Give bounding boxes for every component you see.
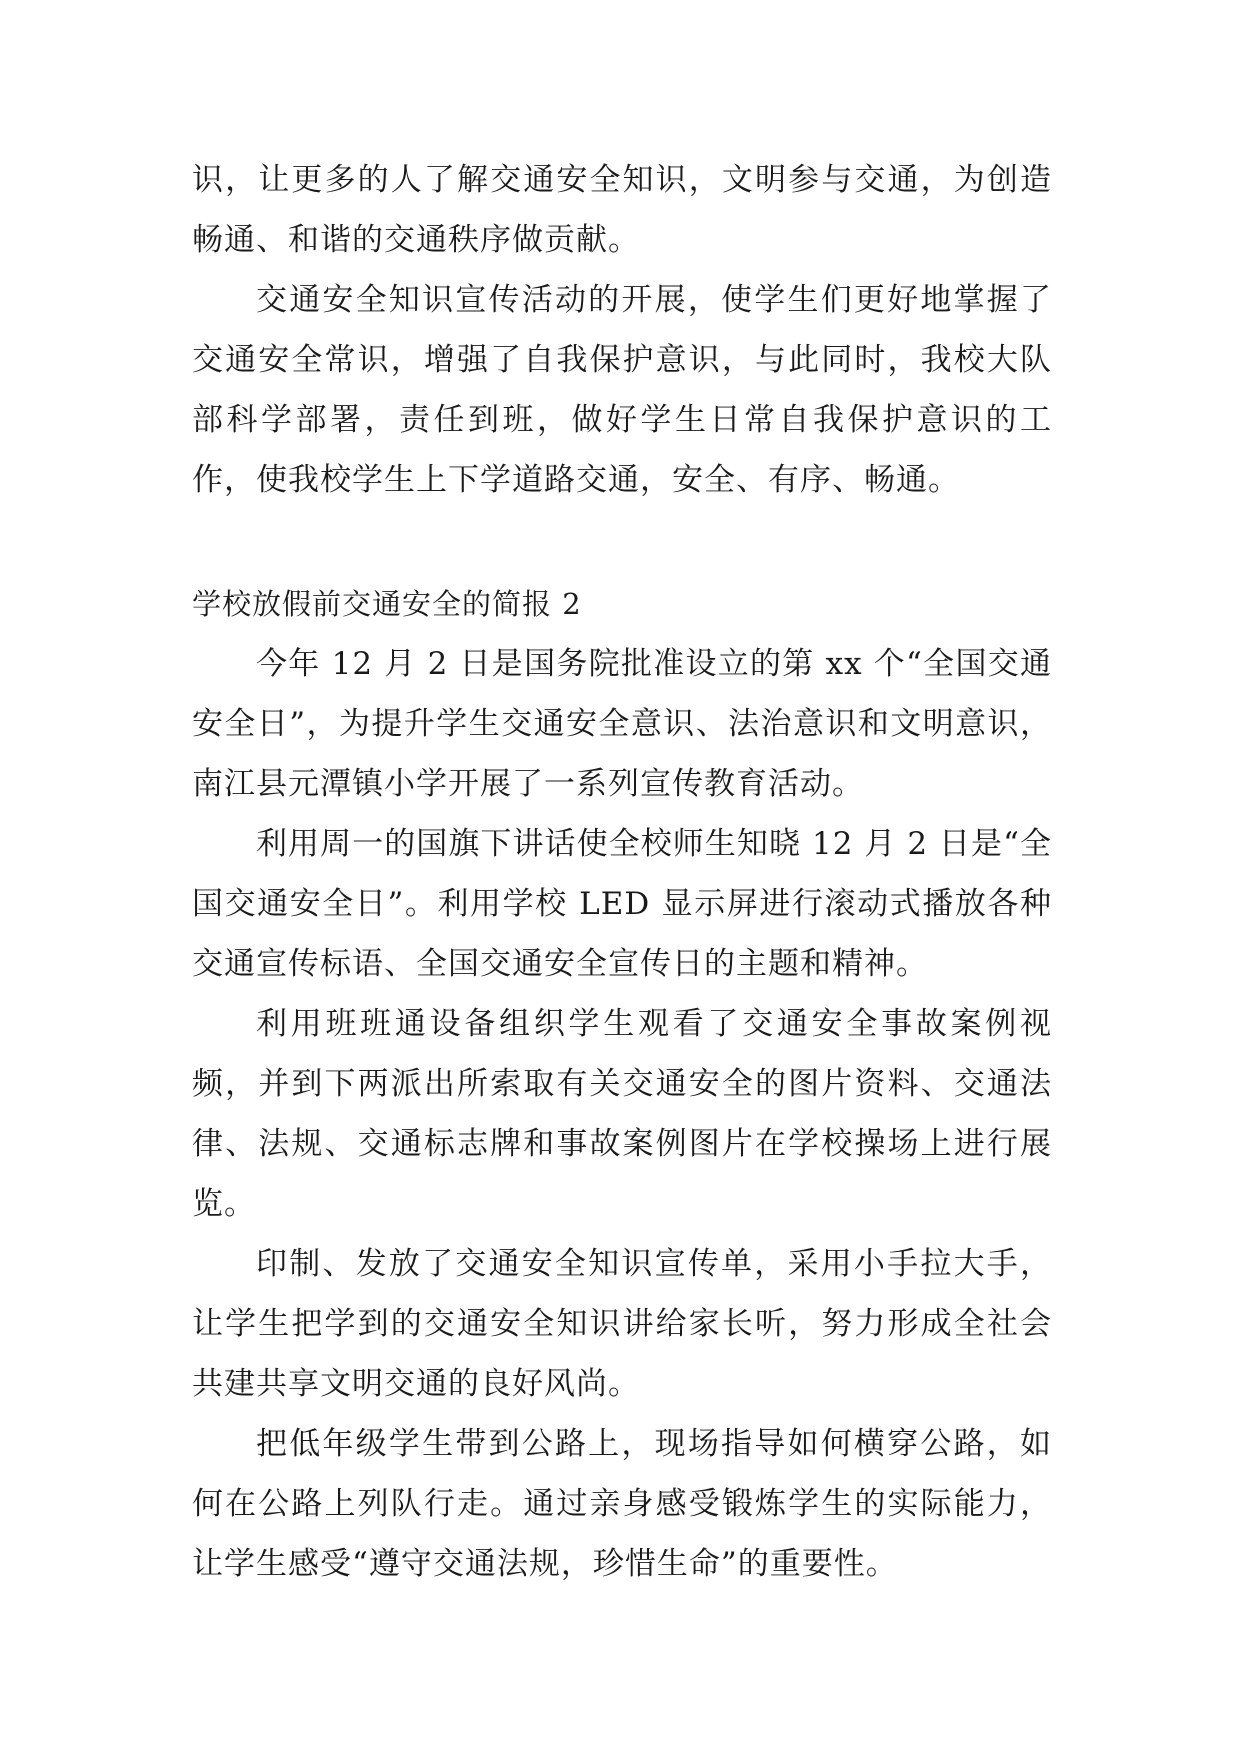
paragraph-safety-day: 今年 12 月 2 日是国务院批准设立的第 xx 个“全国交通安全日”，为提升学生交通安全意识、法治意识和文明意识，南江县元潭镇小学开展了一系列宣传教育活动。 [192, 646, 1052, 802]
section-heading: 学校放假前交通安全的简报 2 [192, 587, 582, 621]
document-page [192, 150, 1052, 1594]
paragraph-continuation: 识，让更多的人了解交通安全知识，文明参与交通，为创造畅通、和谐的交通秩序做贡献。 [192, 162, 1052, 258]
paragraph-road-practice: 把低年级学生带到公路上，现场指导如何横穿公路，如何在公路上列队行走。通过亲身感受锻炼学生的实际能力，让学生感受“遵守交通法规，珍惜生命”的重要性。 [192, 1426, 1052, 1582]
paragraph-video-exhibition: 利用班班通设备组织学生观看了交通安全事故案例视频，并到下两派出所索取有关交通安全的图片资料、交通法律、法规、交通标志牌和事故案例图片在学校操场上进行展览。 [192, 1006, 1052, 1222]
paragraph-activity-summary: 交通安全知识宣传活动的开展，使学生们更好地掌握了交通安全常识，增强了自我保护意识，与此同时，我校大队部科学部署，责任到班，做好学生日常自我保护意识的工作，使我校学生上下学道路交通，安全、有序、畅通。 [192, 282, 1052, 498]
paragraph-leaflets: 印制、发放了交通安全知识宣传单，采用小手拉大手，让学生把学到的交通安全知识讲给家长听，努力形成全社会共建共享文明交通的良好风尚。 [192, 1246, 1052, 1402]
paragraph-flag-speech: 利用周一的国旗下讲话使全校师生知晓 12 月 2 日是“全国交通安全日”。利用学校 LED 显示屏进行滚动式播放各种交通宣传标语、全国交通安全宣传日的主题和精神。 [192, 826, 1052, 982]
